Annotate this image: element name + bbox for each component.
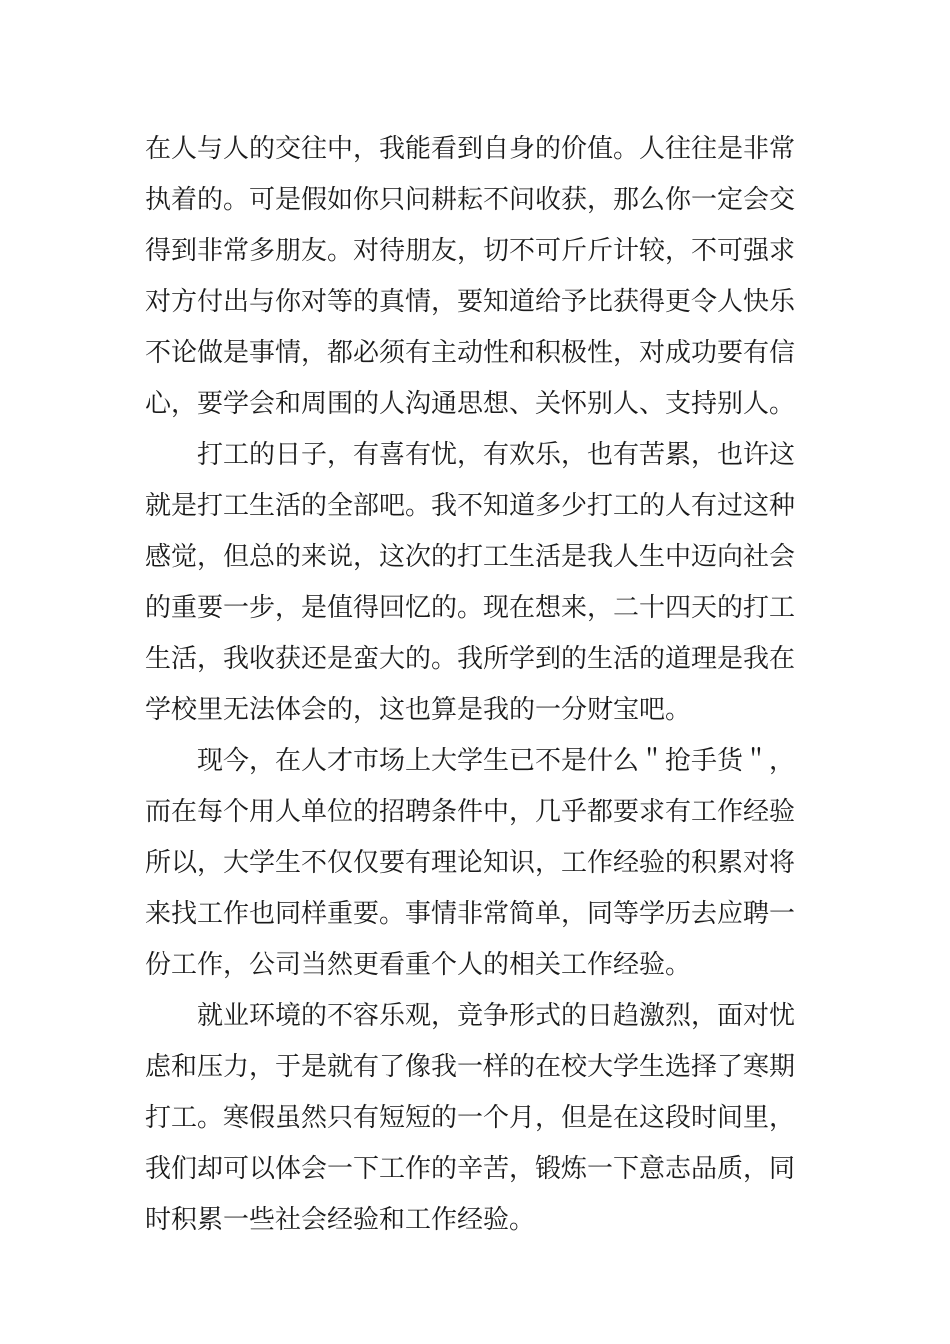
text-line: 我们却可以体会一下工作的辛苦，锻炼一下意志品质，同 [145, 1154, 796, 1184]
text-line: 现今，在人才市场上大学生已不是什么＂抢手货＂， [197, 746, 796, 776]
text-line: 而在每个用人单位的招聘条件中，几乎都要求有工作经验 [145, 797, 796, 827]
text-line: 时积累一些社会经验和工作经验。 [145, 1205, 536, 1235]
text-line: 感觉，但总的来说，这次的打工生活是我人生中迈向社会 [145, 542, 796, 572]
text-line: 打工。寒假虽然只有短短的一个月，但是在这段时间里， [145, 1103, 796, 1133]
text-line: 的重要一步，是值得回忆的。现在想来，二十四天的打工 [145, 593, 796, 623]
text-line: 学校里无法体会的，这也算是我的一分财宝吧。 [145, 695, 692, 725]
document-body [145, 124, 809, 1246]
text-line: 就是打工生活的全部吧。我不知道多少打工的人有过这种 [145, 491, 796, 521]
paragraph-2 [145, 430, 809, 736]
text-line: 虑和压力，于是就有了像我一样的在校大学生选择了寒期 [145, 1052, 796, 1082]
text-line: 在人与人的交往中，我能看到自身的价值。人往往是非常 [145, 134, 796, 164]
text-line: 打工的日子，有喜有忧，有欢乐，也有苦累，也许这 [197, 440, 796, 470]
text-line: 执着的。可是假如你只问耕耘不问收获，那么你一定会交 [145, 185, 796, 215]
text-line: 生活，我收获还是蛮大的。我所学到的生活的道理是我在 [145, 644, 796, 674]
paragraph-3 [145, 736, 809, 991]
text-line: 得到非常多朋友。对待朋友，切不可斤斤计较，不可强求 [145, 236, 796, 266]
text-line: 份工作，公司当然更看重个人的相关工作经验。 [145, 950, 692, 980]
paragraph-4 [145, 991, 809, 1246]
text-line: 不论做是事情，都必须有主动性和积极性，对成功要有信 [145, 338, 796, 368]
text-line: 就业环境的不容乐观，竞争形式的日趋激烈，面对忧 [197, 1001, 796, 1031]
text-line: 来找工作也同样重要。事情非常简单，同等学历去应聘一 [145, 899, 796, 929]
text-line: 心，要学会和周围的人沟通思想、关怀别人、支持别人。 [145, 389, 796, 419]
paragraph-1 [145, 124, 809, 430]
text-line: 对方付出与你对等的真情，要知道给予比获得更令人快乐 [145, 287, 796, 317]
text-line: 所以，大学生不仅仅要有理论知识，工作经验的积累对将 [145, 848, 796, 878]
